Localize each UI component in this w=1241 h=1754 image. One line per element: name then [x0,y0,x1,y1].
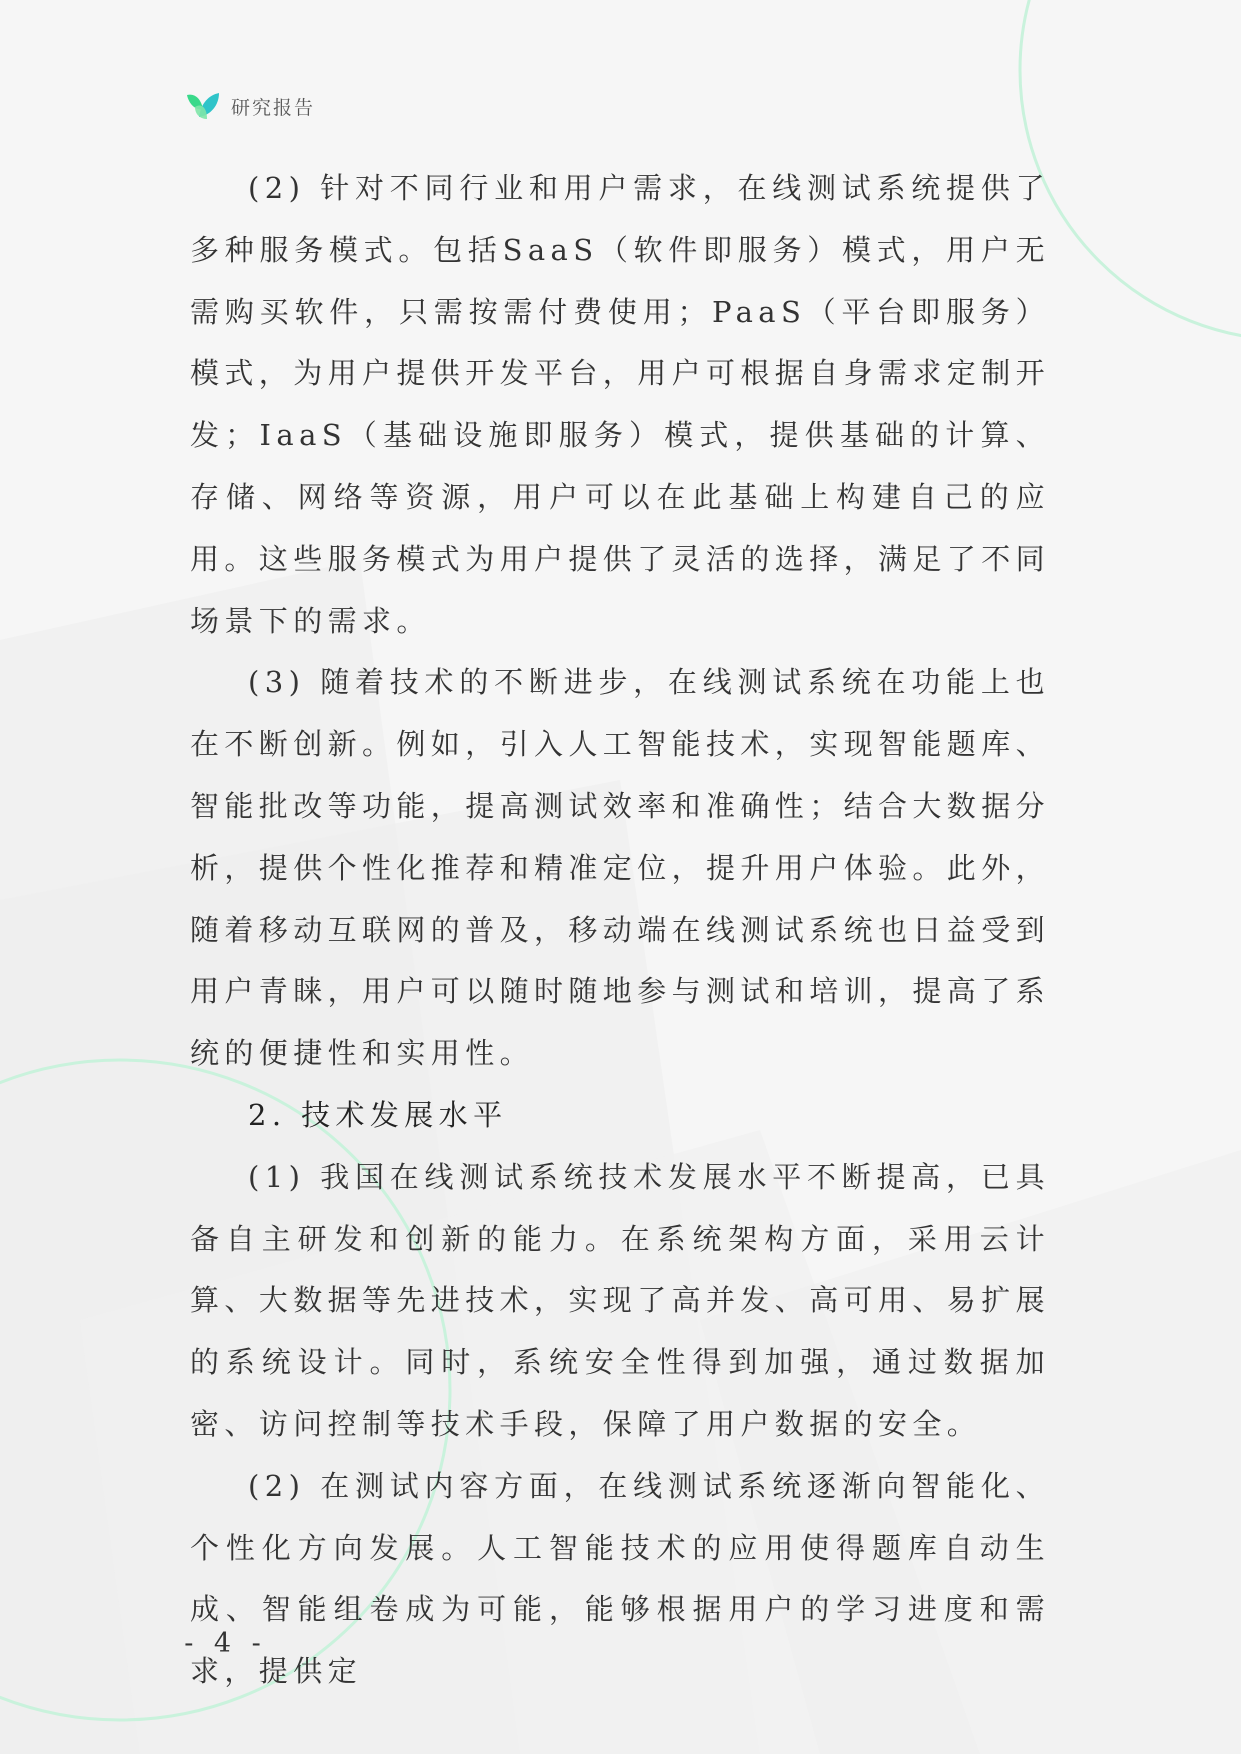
document-body [190,158,1050,1703]
section-heading: 2. 技术发展水平 [248,1097,508,1132]
leaf-logo-icon [185,89,221,123]
paragraph-service-modes: (2) 针对不同行业和用户需求，在线测试系统提供了多种服务模式。包括SaaS（软件即服务）模式，用户无需购买软件，只需按需付费使用；PaaS（平台即服务）模式，为用户提供开发平台，用户可根据自身需求定制开发；IaaS（基础设施即服务）模式，提供基础的计算、存储、网络等资源，用户可以在此基础上构建自己的应用。这些服务模式为用户提供了灵活的选择，满足了不同场景下的需求。 [190,171,1051,638]
report-header [185,88,315,124]
header-title: 研究报告 [231,96,316,119]
paragraph-function-innovation: (3) 随着技术的不断进步，在线测试系统在功能上也在不断创新。例如，引入人工智能技术，实现智能题库、智能批改等功能，提高测试效率和准确性；结合大数据分析，提供个性化推荐和精准定位，提升用户体验。此外，随着移动互联网的普及，移动端在线测试系统也日益受到用户青睐，用户可以随时随地参与测试和培训，提高了系统的便捷性和实用性。 [190,665,1051,1071]
page-number: - 4 - [184,1628,267,1659]
paragraph-tech-level: (1) 我国在线测试系统技术发展水平不断提高，已具备自主研发和创新的能力。在系统架构方面，采用云计算、大数据等先进技术，实现了高并发、高可用、易扩展的系统设计。同时，系统安全性得到加强，通过数据加密、访问控制等技术手段，保障了用户数据的安全。 [190,1159,1051,1441]
paragraph-test-content: (2) 在测试内容方面，在线测试系统逐渐向智能化、个性化方向发展。人工智能技术的应用使得题库自动生成、智能组卷成为可能，能够根据用户的学习进度和需求，提供定 [190,1468,1050,1689]
